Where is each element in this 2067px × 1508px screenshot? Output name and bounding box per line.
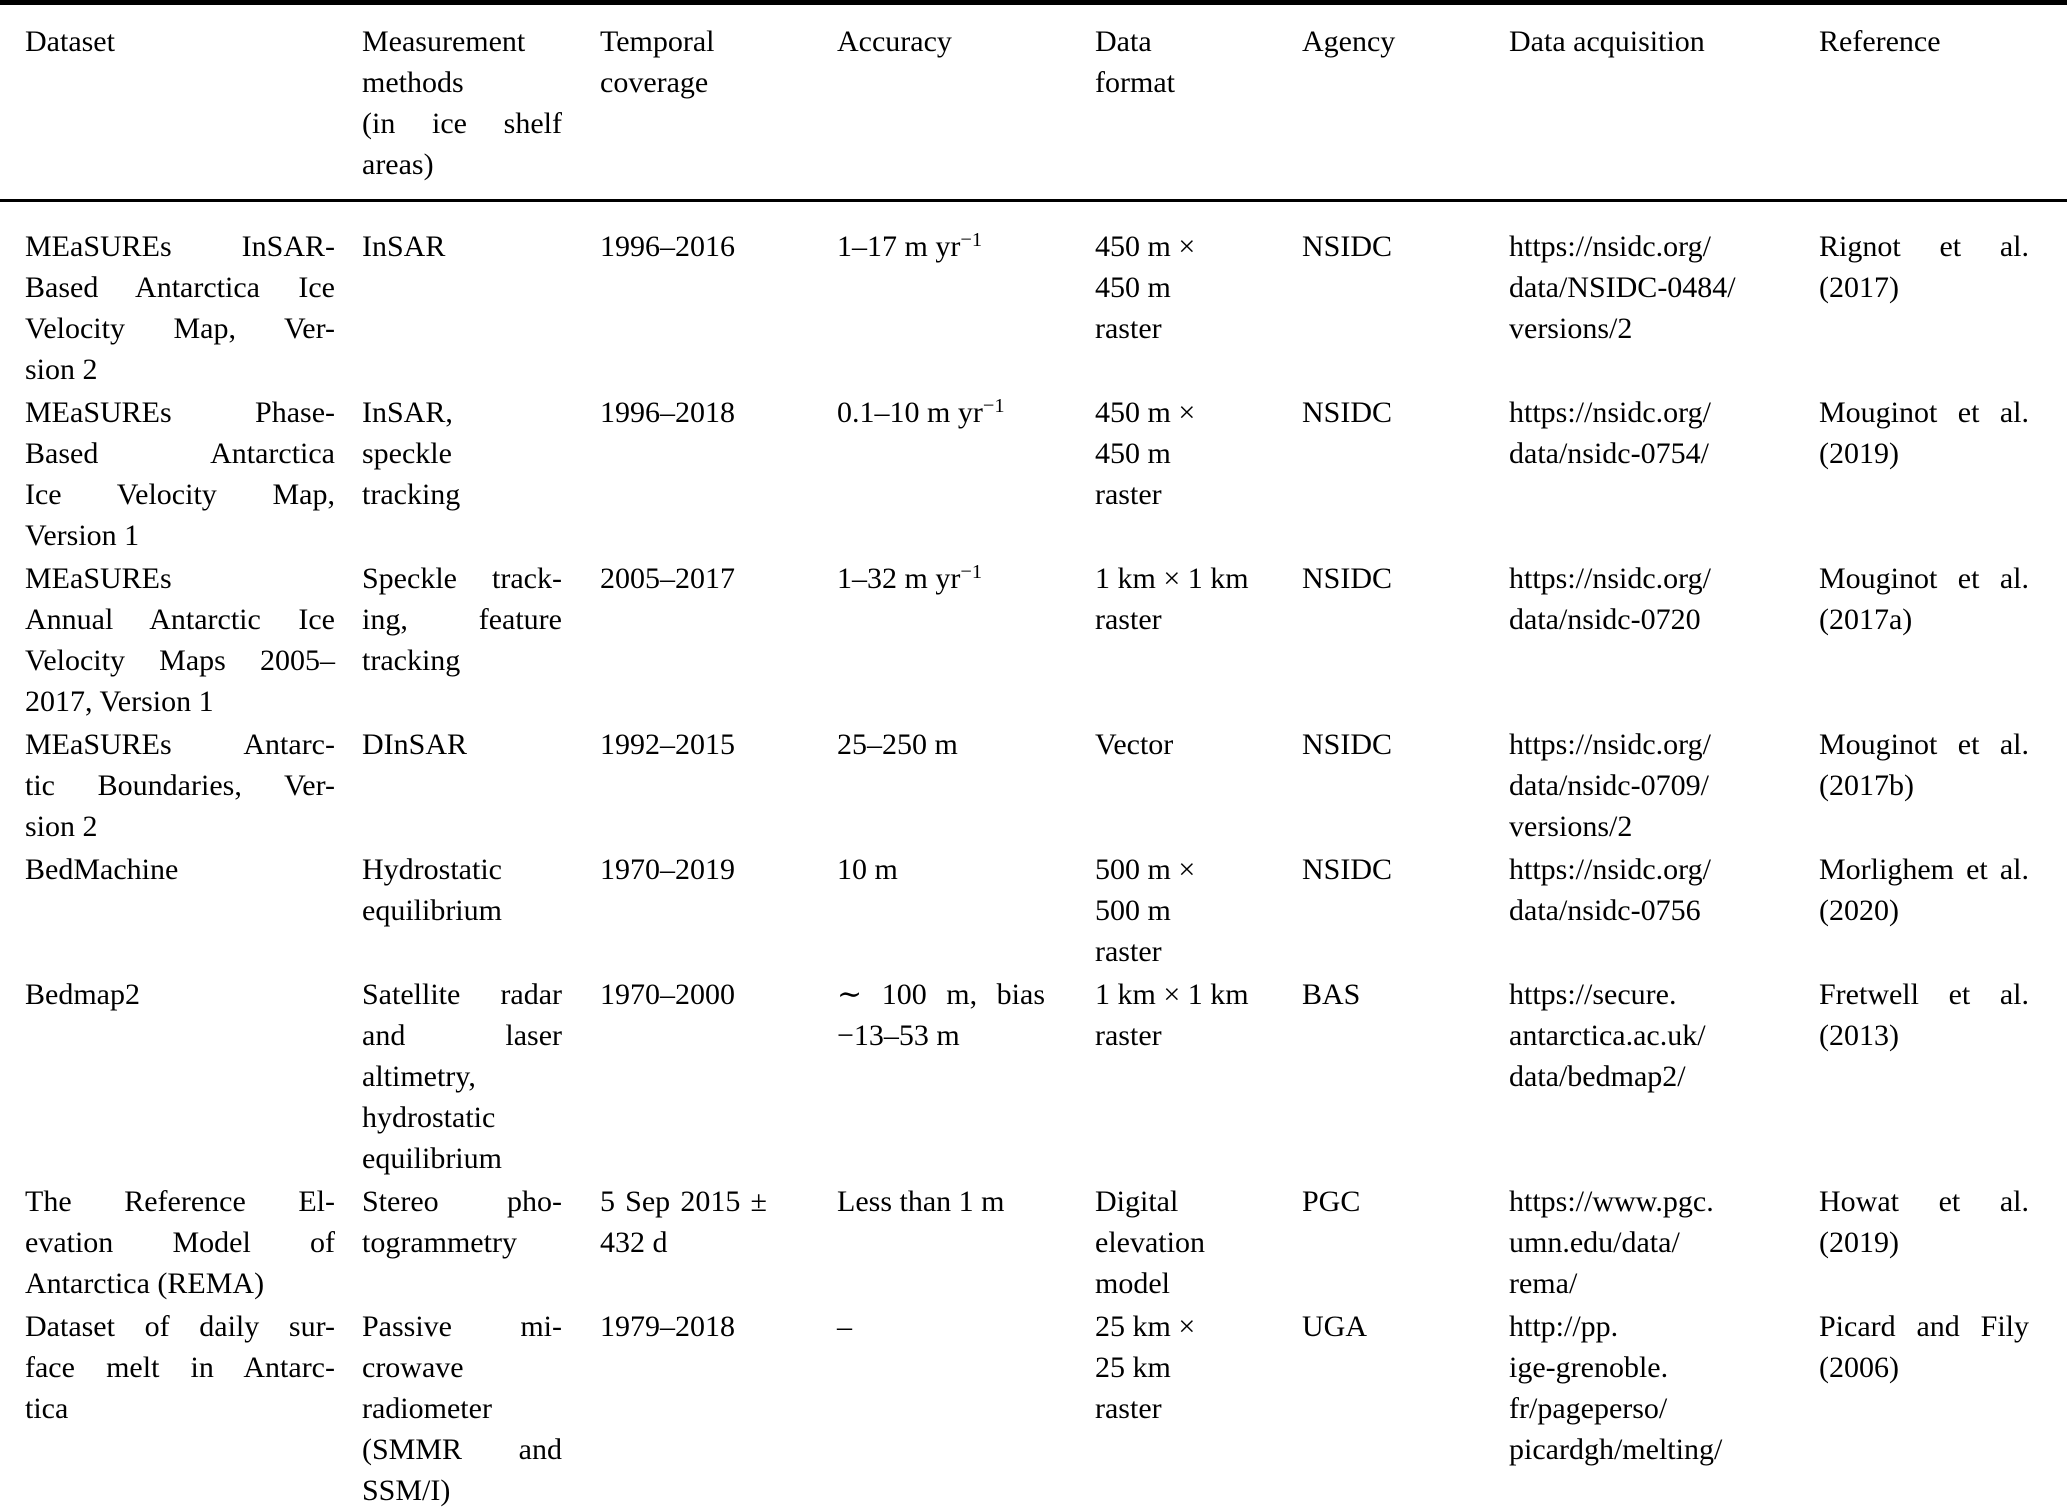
cell-line: 2017, Version 1 (25, 685, 214, 718)
column-header-acquisition (1509, 3, 1819, 201)
cell-line: 5 Sep 2015 ± (600, 1185, 767, 1218)
column-header-methods (362, 3, 600, 201)
cell-line: 450 m (1095, 437, 1171, 470)
cell-line: Ice Velocity Map, (25, 478, 335, 511)
cell-reference (1819, 392, 2067, 558)
column-header-reference (1819, 3, 2067, 201)
column-header-format (1095, 3, 1302, 201)
cell-line: Mouginot et al. (1819, 396, 2029, 429)
table-row (0, 724, 2067, 849)
cell-line: Mouginot et al. (1819, 562, 2029, 595)
cell-reference (1819, 558, 2067, 724)
cell-line: 500 m (1095, 894, 1171, 927)
cell-line: 1–32 m $yr^{-1}$ (837, 560, 983, 595)
cell-line: 10 m (837, 853, 898, 886)
cell-dataset (0, 392, 362, 558)
cell-line: raster (1095, 312, 1162, 345)
cell-line: raster (1095, 935, 1162, 968)
cell-line: sion 2 (25, 353, 98, 386)
cell-line: 1 km × 1 km (1095, 562, 1249, 595)
cell-line: raster (1095, 1019, 1162, 1052)
cell-line: NSIDC (1302, 853, 1393, 886)
cell-agency (1302, 974, 1509, 1181)
cell-temporal (600, 849, 837, 974)
cell-line: – (837, 1310, 852, 1343)
cell-acquisition[interactable] (1509, 1306, 1819, 1508)
cell-reference (1819, 724, 2067, 849)
cell-temporal (600, 1181, 837, 1306)
cell-line: 1996–2018 (600, 396, 735, 429)
cell-line: (SMMR and (362, 1433, 562, 1466)
cell-acquisition[interactable] (1509, 849, 1819, 974)
cell-line: sion 2 (25, 810, 98, 843)
cell-line: umn.edu/data/ (1509, 1226, 1680, 1259)
table-row (0, 558, 2067, 724)
cell-line: Velocity Map, Ver- (25, 312, 335, 345)
cell-methods (362, 849, 600, 974)
cell-line: MEaSUREs (25, 562, 172, 595)
cell-line: InSAR, (362, 396, 453, 429)
cell-temporal (600, 974, 837, 1181)
cell-dataset (0, 974, 362, 1181)
cell-line: Vector (1095, 728, 1174, 761)
cell-line: evation Model of (25, 1226, 335, 1259)
cell-accuracy (837, 558, 1095, 724)
cell-line: (2017a) (1819, 603, 1913, 636)
cell-line: Data (1095, 25, 1152, 58)
cell-line: coverage (600, 66, 709, 99)
cell-line: antarctica.ac.uk/ (1509, 1019, 1706, 1052)
cell-line: NSIDC (1302, 396, 1393, 429)
cell-line: ∼ 100 m, bias (837, 978, 1045, 1011)
cell-line: BAS (1302, 978, 1361, 1011)
cell-line: InSAR (362, 230, 446, 263)
cell-line: picardgh/melting/ (1509, 1433, 1723, 1466)
cell-line: data/NSIDC-0484/ (1509, 271, 1736, 304)
cell-agency (1302, 392, 1509, 558)
cell-format (1095, 1306, 1302, 1508)
cell-line: model (1095, 1267, 1170, 1300)
cell-line: methods (362, 66, 464, 99)
cell-line: Agency (1302, 25, 1396, 58)
table-header (0, 3, 2067, 201)
cell-format (1095, 849, 1302, 974)
cell-line: tic Boundaries, Ver- (25, 769, 335, 802)
cell-line: Morlighem et al. (1819, 853, 2029, 886)
cell-line: (2020) (1819, 894, 1899, 927)
cell-line: togrammetry (362, 1226, 517, 1259)
cell-line: The Reference El- (25, 1185, 335, 1218)
cell-line: Measurement (362, 25, 526, 58)
column-header-temporal (600, 3, 837, 201)
cell-line: DInSAR (362, 728, 468, 761)
cell-line: (2017) (1819, 271, 1899, 304)
column-header-agency (1302, 3, 1509, 201)
cell-agency (1302, 724, 1509, 849)
cell-acquisition[interactable] (1509, 201, 1819, 393)
cell-format (1095, 558, 1302, 724)
cell-line: SSM/I) (362, 1474, 451, 1507)
cell-line: −13–53 m (837, 1019, 960, 1052)
cell-agency (1302, 201, 1509, 393)
cell-line: hydrostatic (362, 1101, 496, 1134)
cell-agency (1302, 558, 1509, 724)
cell-line: Data acquisition (1509, 25, 1705, 58)
cell-format (1095, 201, 1302, 393)
cell-reference (1819, 849, 2067, 974)
cell-acquisition[interactable] (1509, 974, 1819, 1181)
cell-line: crowave (362, 1351, 464, 1384)
cell-line: 1970–2000 (600, 978, 735, 1011)
cell-line: tica (25, 1392, 69, 1425)
cell-line: (2006) (1819, 1351, 1899, 1384)
cell-acquisition[interactable] (1509, 724, 1819, 849)
cell-accuracy (837, 974, 1095, 1181)
cell-line: Temporal (600, 25, 715, 58)
cell-line: equilibrium (362, 894, 502, 927)
cell-dataset (0, 1306, 362, 1508)
cell-line: equilibrium (362, 1142, 502, 1175)
cell-line: Rignot et al. (1819, 230, 2029, 263)
cell-line: PGC (1302, 1185, 1361, 1218)
cell-reference (1819, 201, 2067, 393)
cell-accuracy (837, 201, 1095, 393)
cell-methods (362, 1306, 600, 1508)
cell-line: NSIDC (1302, 728, 1393, 761)
cell-line: 1996–2016 (600, 230, 735, 263)
cell-line: Dataset (25, 25, 115, 58)
cell-line: 1–17 m $yr^{-1}$ (837, 228, 983, 263)
cell-line: Based Antarctica Ice (25, 271, 335, 304)
table-body (0, 201, 2067, 1508)
cell-temporal (600, 201, 837, 393)
cell-line: (2019) (1819, 437, 1899, 470)
cell-methods (362, 974, 600, 1181)
table-row (0, 392, 2067, 558)
cell-format (1095, 974, 1302, 1181)
cell-dataset (0, 724, 362, 849)
cell-line: raster (1095, 1392, 1162, 1425)
cell-line: Digital (1095, 1185, 1179, 1218)
cell-line: Speckle track- (362, 562, 562, 595)
cell-line: 450 m × (1095, 230, 1196, 263)
cell-line: format (1095, 66, 1175, 99)
table-row (0, 1181, 2067, 1306)
cell-line: NSIDC (1302, 230, 1393, 263)
cell-line: https://nsidc.org/ (1509, 853, 1711, 886)
table-row (0, 974, 2067, 1181)
cell-line: Reference (1819, 25, 1941, 58)
header-row (0, 3, 2067, 201)
cell-line: data/bedmap2/ (1509, 1060, 1686, 1093)
cell-temporal (600, 558, 837, 724)
cell-line: Passive mi- (362, 1310, 562, 1343)
cell-line: https://nsidc.org/ (1509, 562, 1711, 595)
cell-agency (1302, 1306, 1509, 1508)
cell-line: speckle (362, 437, 452, 470)
cell-line: (2013) (1819, 1019, 1899, 1052)
column-header-dataset (0, 3, 362, 201)
cell-line: 25–250 m (837, 728, 958, 761)
cell-line: (in ice shelf (362, 107, 562, 140)
cell-acquisition[interactable] (1509, 392, 1819, 558)
cell-agency (1302, 1181, 1509, 1306)
cell-line: tracking (362, 478, 461, 511)
cell-line: Bedmap2 (25, 978, 140, 1011)
cell-line: 1 km × 1 km (1095, 978, 1249, 1011)
cell-methods (362, 392, 600, 558)
cell-methods (362, 201, 600, 393)
cell-line: UGA (1302, 1310, 1367, 1343)
table-row (0, 201, 2067, 393)
cell-line: 500 m × (1095, 853, 1196, 886)
cell-line: data/nsidc-0709/ (1509, 769, 1709, 802)
cell-line: 450 m (1095, 271, 1171, 304)
cell-line: NSIDC (1302, 562, 1393, 595)
cell-dataset (0, 558, 362, 724)
cell-dataset (0, 849, 362, 974)
cell-line: Howat et al. (1819, 1185, 2029, 1218)
column-header-accuracy (837, 3, 1095, 201)
cell-line: Mouginot et al. (1819, 728, 2029, 761)
cell-line: data/nsidc-0720 (1509, 603, 1701, 636)
cell-line: 1979–2018 (600, 1310, 735, 1343)
cell-line: http://pp. (1509, 1310, 1619, 1343)
table-row (0, 1306, 2067, 1508)
cell-line: https://secure. (1509, 978, 1677, 1011)
cell-line: 25 km × (1095, 1310, 1196, 1343)
cell-line: 1992–2015 (600, 728, 735, 761)
cell-line: rema/ (1509, 1267, 1578, 1300)
cell-line: 2005–2017 (600, 562, 735, 595)
cell-acquisition[interactable] (1509, 1181, 1819, 1306)
cell-temporal (600, 392, 837, 558)
cell-line: Satellite radar (362, 978, 562, 1011)
cell-accuracy (837, 724, 1095, 849)
cell-line: MEaSUREs InSAR- (25, 230, 335, 263)
cell-format (1095, 1181, 1302, 1306)
cell-line: radiometer (362, 1392, 492, 1425)
cell-line: (2017b) (1819, 769, 1914, 802)
cell-accuracy (837, 1181, 1095, 1306)
cell-format (1095, 724, 1302, 849)
cell-line: https://nsidc.org/ (1509, 230, 1711, 263)
cell-line: areas) (362, 148, 434, 181)
cell-line: 450 m × (1095, 396, 1196, 429)
cell-line: Stereo pho- (362, 1185, 562, 1218)
cell-line: face melt in Antarc- (25, 1351, 335, 1384)
cell-line: Fretwell et al. (1819, 978, 2029, 1011)
cell-line: https://www.pgc. (1509, 1185, 1714, 1218)
cell-temporal (600, 1306, 837, 1508)
cell-line: fr/pageperso/ (1509, 1392, 1668, 1425)
cell-line: versions/2 (1509, 312, 1633, 345)
cell-line: 0.1–10 m $yr^{-1}$ (837, 394, 1005, 429)
cell-line: elevation (1095, 1226, 1205, 1259)
cell-line: https://nsidc.org/ (1509, 728, 1711, 761)
cell-line: Less than 1 m (837, 1185, 1005, 1218)
cell-dataset (0, 201, 362, 393)
cell-line: Annual Antarctic Ice (25, 603, 335, 636)
cell-line: ing, feature (362, 603, 562, 636)
cell-acquisition[interactable] (1509, 558, 1819, 724)
cell-dataset (0, 1181, 362, 1306)
cell-line: 432 d (600, 1226, 668, 1259)
cell-line: versions/2 (1509, 810, 1633, 843)
cell-line: raster (1095, 603, 1162, 636)
cell-line: (2019) (1819, 1226, 1899, 1259)
cell-line: Accuracy (837, 25, 952, 58)
cell-line: raster (1095, 478, 1162, 511)
cell-accuracy (837, 849, 1095, 974)
cell-reference (1819, 974, 2067, 1181)
cell-accuracy (837, 1306, 1095, 1508)
cell-line: MEaSUREs Antarc- (25, 728, 335, 761)
cell-reference (1819, 1181, 2067, 1306)
cell-line: 1970–2019 (600, 853, 735, 886)
cell-line: BedMachine (25, 853, 179, 886)
cell-temporal (600, 724, 837, 849)
cell-line: Dataset of daily sur- (25, 1310, 335, 1343)
table-row (0, 849, 2067, 974)
cell-line: data/nsidc-0756 (1509, 894, 1701, 927)
cell-line: Picard and Fily (1819, 1310, 2029, 1343)
cell-line: Antarctica (REMA) (25, 1267, 265, 1300)
cell-line: Hydrostatic (362, 853, 502, 886)
cell-methods (362, 724, 600, 849)
cell-line: Version 1 (25, 519, 140, 552)
cell-methods (362, 558, 600, 724)
cell-reference (1819, 1306, 2067, 1508)
cell-line: ige-grenoble. (1509, 1351, 1669, 1384)
cell-line: MEaSUREs Phase- (25, 396, 335, 429)
cell-line: Velocity Maps 2005– (25, 644, 335, 677)
cell-line: altimetry, (362, 1060, 476, 1093)
cell-line: data/nsidc-0754/ (1509, 437, 1709, 470)
cell-agency (1302, 849, 1509, 974)
cell-methods (362, 1181, 600, 1306)
cell-accuracy (837, 392, 1095, 558)
cell-line: 25 km (1095, 1351, 1171, 1384)
cell-line: tracking (362, 644, 461, 677)
cell-format (1095, 392, 1302, 558)
cell-line: https://nsidc.org/ (1509, 396, 1711, 429)
cell-line: and laser (362, 1019, 562, 1052)
cell-line: Based Antarctica (25, 437, 335, 470)
